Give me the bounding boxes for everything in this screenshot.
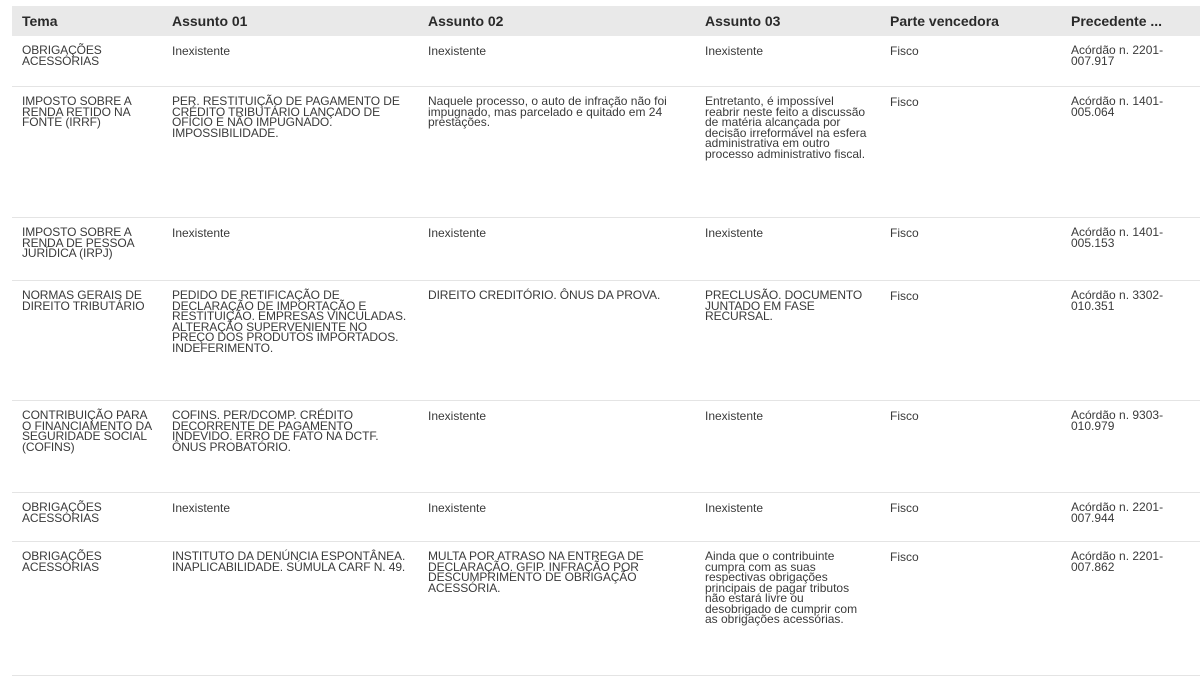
table-row <box>12 36 1200 87</box>
header-tema[interactable]: Tema <box>12 6 162 36</box>
cell-assunto-02: Inexistente <box>418 36 695 87</box>
header-precedente[interactable]: Precedente ... <box>1061 6 1200 36</box>
cell-tema: NORMAS GERAIS DE DIREITO TRIBUTÁRIO <box>12 281 162 401</box>
cell-tema: CONTRIBUIÇÃO PARA O FINANCIAMENTO DA SEGURIDADE SOCIAL (COFINS) <box>12 401 162 493</box>
cell-precedente: Acórdão n. 2201-007.862 <box>1061 542 1200 676</box>
cell-assunto-03: Inexistente <box>695 401 880 493</box>
precedents-table <box>12 6 1200 676</box>
cell-assunto-02: Inexistente <box>418 218 695 281</box>
table-body <box>12 36 1200 676</box>
cell-precedente: Acórdão n. 1401-005.064 <box>1061 87 1200 218</box>
table-row <box>12 401 1200 493</box>
cell-precedente: Acórdão n. 3302-010.351 <box>1061 281 1200 401</box>
cell-assunto-03: Ainda que o contribuinte cumpra com as suas respectivas obrigações principais de pagar tributos não estará livre ou desobrigado de cumprir com as obrigações acessórias. <box>695 542 880 676</box>
cell-assunto-01: PER. RESTITUIÇÃO DE PAGAMENTO DE CRÉDITO TRIBUTÁRIO LANÇADO DE OFÍCIO E NÃO IMPUGNADO. IMPOSSIBILIDADE. <box>162 87 418 218</box>
table-row <box>12 281 1200 401</box>
cell-tema: OBRIGAÇÕES ACESSÓRIAS <box>12 493 162 542</box>
cell-precedente: Acórdão n. 2201-007.917 <box>1061 36 1200 87</box>
precedents-table-container <box>12 6 1200 676</box>
cell-precedente: Acórdão n. 2201-007.944 <box>1061 493 1200 542</box>
cell-assunto-02: MULTA POR ATRASO NA ENTREGA DE DECLARAÇÃO. GFIP. INFRAÇÃO POR DESCUMPRIMENTO DE OBRIGAÇÃO ACESSÓRIA. <box>418 542 695 676</box>
cell-tema: IMPOSTO SOBRE A RENDA DE PESSOA JURÍDICA (IRPJ) <box>12 218 162 281</box>
table-row <box>12 218 1200 281</box>
table-row <box>12 87 1200 218</box>
cell-assunto-01: Inexistente <box>162 36 418 87</box>
cell-assunto-01: INSTITUTO DA DENÚNCIA ESPONTÂNEA. INAPLICABILIDADE. SÚMULA CARF N. 49. <box>162 542 418 676</box>
cell-assunto-02: Inexistente <box>418 493 695 542</box>
cell-parte-vencedora: Fisco <box>880 87 1061 218</box>
cell-parte-vencedora: Fisco <box>880 36 1061 87</box>
cell-parte-vencedora: Fisco <box>880 281 1061 401</box>
cell-assunto-02: DIREITO CREDITÓRIO. ÔNUS DA PROVA. <box>418 281 695 401</box>
table-row <box>12 542 1200 676</box>
cell-tema: IMPOSTO SOBRE A RENDA RETIDO NA FONTE (IRRF) <box>12 87 162 218</box>
table-row <box>12 493 1200 542</box>
cell-tema: OBRIGAÇÕES ACESSÓRIAS <box>12 542 162 676</box>
cell-assunto-03: Inexistente <box>695 218 880 281</box>
cell-assunto-03: PRECLUSÃO. DOCUMENTO JUNTADO EM FASE RECURSAL. <box>695 281 880 401</box>
cell-parte-vencedora: Fisco <box>880 542 1061 676</box>
cell-assunto-01: Inexistente <box>162 493 418 542</box>
table-header <box>12 6 1200 36</box>
cell-assunto-01: Inexistente <box>162 218 418 281</box>
cell-assunto-03: Entretanto, é impossível reabrir neste feito a discussão de matéria alcançada por decisão irreformável na esfera administrativa em outro processo administrativo fiscal. <box>695 87 880 218</box>
header-parte-vencedora[interactable]: Parte vencedora <box>880 6 1061 36</box>
header-assunto-02[interactable]: Assunto 02 <box>418 6 695 36</box>
cell-assunto-03: Inexistente <box>695 36 880 87</box>
cell-assunto-01: PEDIDO DE RETIFICAÇÃO DE DECLARAÇÃO DE IMPORTAÇÃO E RESTITUIÇÃO. EMPRESAS VINCULADAS. ALTERAÇÃO SUPERVENIENTE NO PREÇO DOS PRODUTOS IMPORTADOS. INDEFERIMENTO. <box>162 281 418 401</box>
header-row <box>12 6 1200 36</box>
cell-parte-vencedora: Fisco <box>880 493 1061 542</box>
header-assunto-03[interactable]: Assunto 03 <box>695 6 880 36</box>
cell-assunto-02: Naquele processo, o auto de infração não foi impugnado, mas parcelado e quitado em 24 prestações. <box>418 87 695 218</box>
cell-precedente: Acórdão n. 9303-010.979 <box>1061 401 1200 493</box>
cell-parte-vencedora: Fisco <box>880 401 1061 493</box>
cell-assunto-01: COFINS. PER/DCOMP. CRÉDITO DECORRENTE DE PAGAMENTO INDEVIDO. ERRO DE FATO NA DCTF. ÔNUS PROBATÓRIO. <box>162 401 418 493</box>
cell-assunto-02: Inexistente <box>418 401 695 493</box>
cell-parte-vencedora: Fisco <box>880 218 1061 281</box>
cell-tema: OBRIGAÇÕES ACESSÓRIAS <box>12 36 162 87</box>
cell-assunto-03: Inexistente <box>695 493 880 542</box>
cell-precedente: Acórdão n. 1401-005.153 <box>1061 218 1200 281</box>
header-assunto-01[interactable]: Assunto 01 <box>162 6 418 36</box>
